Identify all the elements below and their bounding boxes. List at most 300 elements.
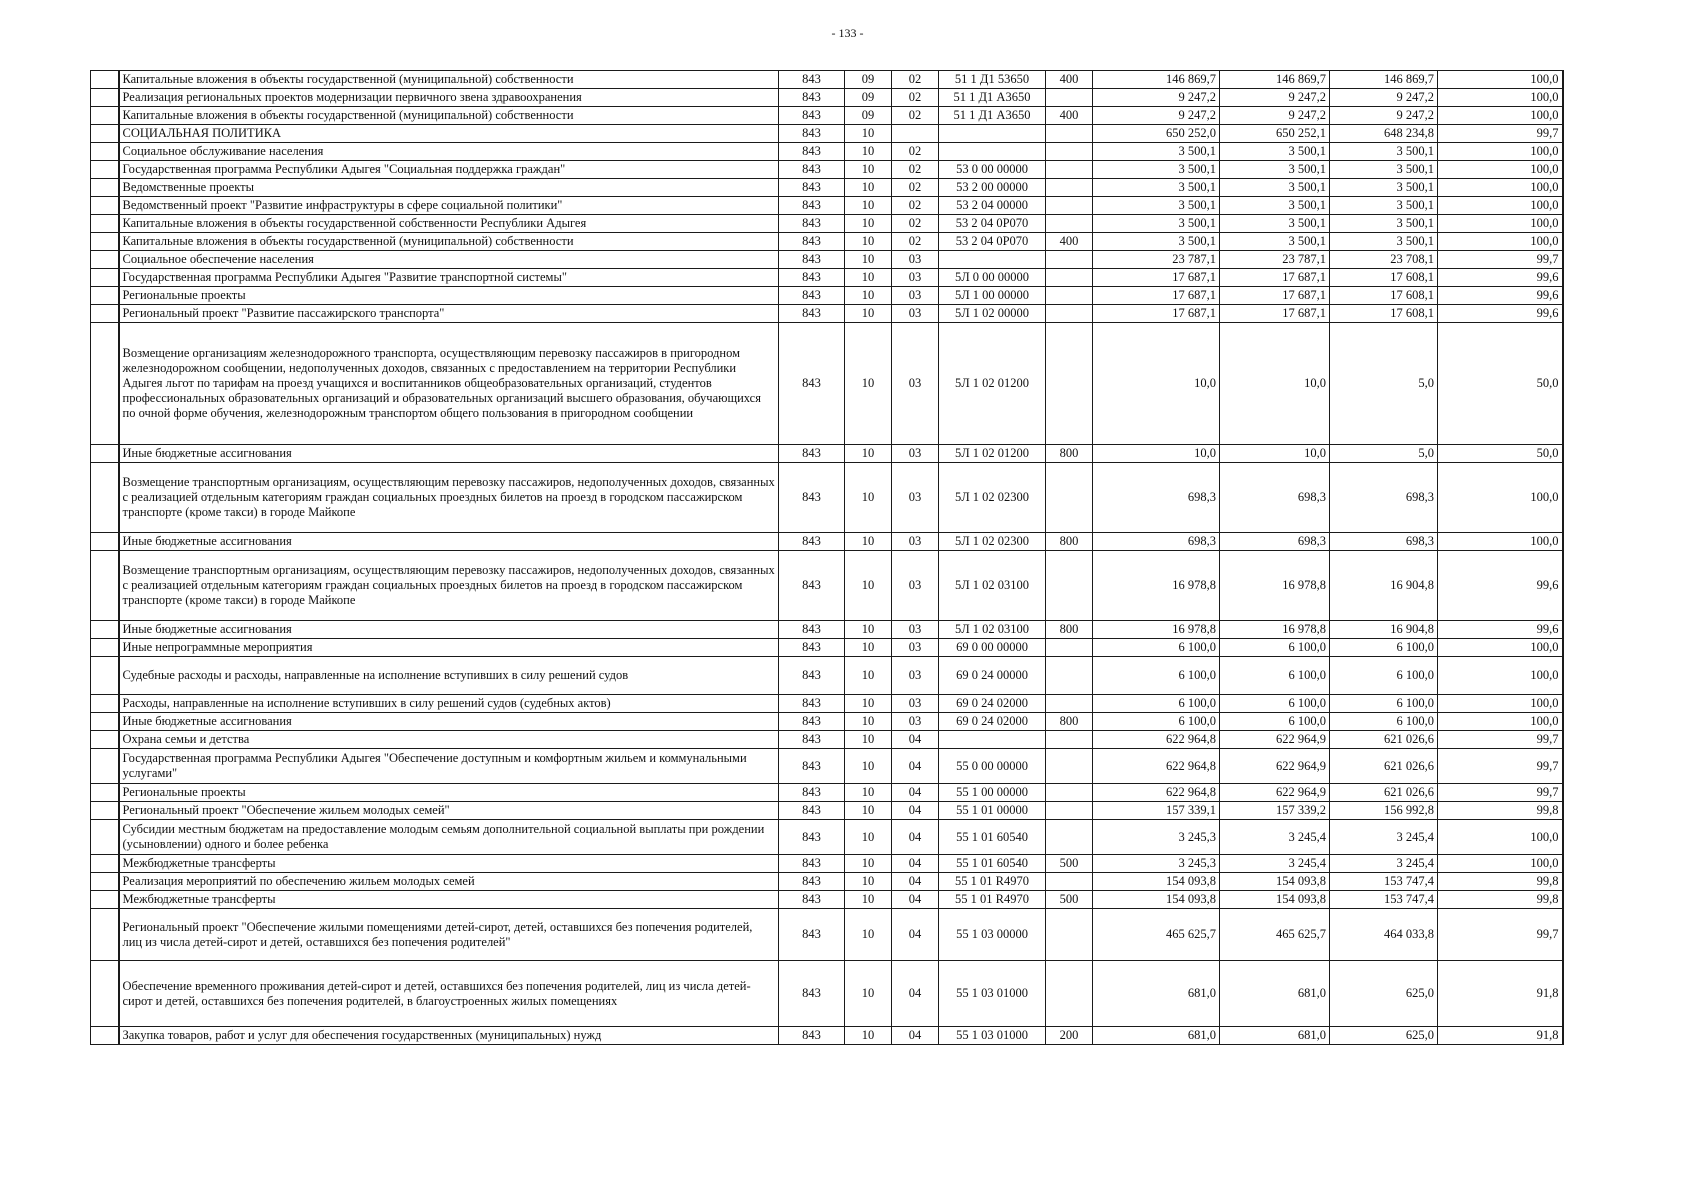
row-approved: 3 500,1 [1093, 233, 1220, 251]
row-marker-cell [91, 551, 119, 621]
row-refined: 3 245,4 [1220, 855, 1330, 873]
row-section-code: 10 [845, 551, 892, 621]
row-target-article: 55 1 03 00000 [939, 909, 1046, 961]
row-marker-cell [91, 1027, 119, 1045]
row-approved: 6 100,0 [1093, 639, 1220, 657]
row-target-article: 53 2 00 00000 [939, 179, 1046, 197]
row-approved: 3 245,3 [1093, 820, 1220, 855]
row-target-article: 51 1 Д1 53650 [939, 71, 1046, 89]
row-subsection-code: 04 [892, 784, 939, 802]
row-ministry-code: 843 [779, 107, 845, 125]
row-expense-type [1046, 909, 1093, 961]
row-refined: 9 247,2 [1220, 89, 1330, 107]
row-subsection-code: 03 [892, 533, 939, 551]
row-target-article: 69 0 24 02000 [939, 695, 1046, 713]
row-refined: 3 500,1 [1220, 197, 1330, 215]
row-subsection-code: 04 [892, 961, 939, 1027]
row-ministry-code: 843 [779, 802, 845, 820]
row-executed: 5,0 [1330, 445, 1438, 463]
row-execution-percent: 100,0 [1438, 695, 1563, 713]
row-section-code: 10 [845, 873, 892, 891]
row-executed: 5,0 [1330, 323, 1438, 445]
row-execution-percent: 100,0 [1438, 233, 1563, 251]
row-expense-type [1046, 197, 1093, 215]
table-row [91, 179, 1563, 197]
row-executed: 648 234,8 [1330, 125, 1438, 143]
row-executed: 3 500,1 [1330, 215, 1438, 233]
row-ministry-code: 843 [779, 713, 845, 731]
row-subsection-code: 03 [892, 713, 939, 731]
table-row [91, 143, 1563, 161]
row-target-article: 5Л 0 00 00000 [939, 269, 1046, 287]
row-marker-cell [91, 305, 119, 323]
row-execution-percent: 50,0 [1438, 445, 1563, 463]
row-marker-cell [91, 463, 119, 533]
row-refined: 146 869,7 [1220, 71, 1330, 89]
table-row [91, 621, 1563, 639]
row-subsection-code: 02 [892, 197, 939, 215]
row-expense-type [1046, 179, 1093, 197]
row-expense-type [1046, 143, 1093, 161]
row-approved: 6 100,0 [1093, 657, 1220, 695]
row-executed: 9 247,2 [1330, 107, 1438, 125]
row-executed: 625,0 [1330, 1027, 1438, 1045]
row-expense-type [1046, 323, 1093, 445]
row-section-code: 10 [845, 179, 892, 197]
row-marker-cell [91, 89, 119, 107]
row-name: Капитальные вложения в объекты государственной (муниципальной) собственности [119, 71, 779, 89]
row-marker-cell [91, 621, 119, 639]
row-marker-cell [91, 445, 119, 463]
row-target-article: 53 0 00 00000 [939, 161, 1046, 179]
row-target-article: 55 1 01 60540 [939, 820, 1046, 855]
row-refined: 3 500,1 [1220, 215, 1330, 233]
row-subsection-code: 03 [892, 551, 939, 621]
row-subsection-code: 03 [892, 621, 939, 639]
row-name: Реализация региональных проектов модернизации первичного звена здравоохранения [119, 89, 779, 107]
row-name: Иные непрограммные мероприятия [119, 639, 779, 657]
row-subsection-code: 03 [892, 657, 939, 695]
row-ministry-code: 843 [779, 463, 845, 533]
row-section-code: 10 [845, 731, 892, 749]
table-row [91, 215, 1563, 233]
row-ministry-code: 843 [779, 749, 845, 784]
row-approved: 622 964,8 [1093, 749, 1220, 784]
row-subsection-code: 03 [892, 463, 939, 533]
row-executed: 17 608,1 [1330, 305, 1438, 323]
row-execution-percent: 99,6 [1438, 621, 1563, 639]
row-subsection-code: 04 [892, 855, 939, 873]
row-executed: 3 245,4 [1330, 820, 1438, 855]
row-ministry-code: 843 [779, 873, 845, 891]
row-execution-percent: 99,7 [1438, 731, 1563, 749]
row-subsection-code: 04 [892, 909, 939, 961]
row-subsection-code: 02 [892, 89, 939, 107]
row-target-article: 55 1 01 R4970 [939, 873, 1046, 891]
row-subsection-code: 02 [892, 107, 939, 125]
row-approved: 6 100,0 [1093, 713, 1220, 731]
row-refined: 16 978,8 [1220, 551, 1330, 621]
table-row [91, 713, 1563, 731]
row-target-article: 69 0 24 02000 [939, 713, 1046, 731]
row-executed: 621 026,6 [1330, 749, 1438, 784]
row-ministry-code: 843 [779, 695, 845, 713]
row-target-article: 55 1 03 01000 [939, 1027, 1046, 1045]
row-section-code: 10 [845, 749, 892, 784]
row-refined: 16 978,8 [1220, 621, 1330, 639]
row-approved: 16 978,8 [1093, 551, 1220, 621]
row-subsection-code: 03 [892, 269, 939, 287]
table-row [91, 287, 1563, 305]
row-execution-percent: 100,0 [1438, 713, 1563, 731]
row-refined: 10,0 [1220, 323, 1330, 445]
row-name: Социальное обеспечение населения [119, 251, 779, 269]
row-marker-cell [91, 961, 119, 1027]
row-name: Межбюджетные трансферты [119, 891, 779, 909]
row-ministry-code: 843 [779, 287, 845, 305]
row-refined: 698,3 [1220, 463, 1330, 533]
row-approved: 157 339,1 [1093, 802, 1220, 820]
row-executed: 16 904,8 [1330, 621, 1438, 639]
row-ministry-code: 843 [779, 961, 845, 1027]
row-section-code: 10 [845, 445, 892, 463]
row-subsection-code: 03 [892, 305, 939, 323]
row-expense-type [1046, 731, 1093, 749]
row-ministry-code: 843 [779, 179, 845, 197]
budget-table [90, 70, 1564, 1045]
row-execution-percent: 99,7 [1438, 784, 1563, 802]
row-subsection-code: 04 [892, 1027, 939, 1045]
row-section-code: 10 [845, 305, 892, 323]
row-name: Региональный проект "Обеспечение жильем молодых семей" [119, 802, 779, 820]
row-executed: 625,0 [1330, 961, 1438, 1027]
row-approved: 146 869,7 [1093, 71, 1220, 89]
row-expense-type: 800 [1046, 621, 1093, 639]
row-execution-percent: 100,0 [1438, 107, 1563, 125]
row-refined: 3 500,1 [1220, 233, 1330, 251]
row-approved: 154 093,8 [1093, 873, 1220, 891]
row-expense-type [1046, 161, 1093, 179]
row-name: Субсидии местным бюджетам на предоставление молодым семьям дополнительной социальной выплаты при рождении (усыновлении) одного и более ребенка [119, 820, 779, 855]
table-row [91, 197, 1563, 215]
row-name: СОЦИАЛЬНАЯ ПОЛИТИКА [119, 125, 779, 143]
row-name: Государственная программа Республики Адыгея "Развитие транспортной системы" [119, 269, 779, 287]
row-execution-percent: 99,7 [1438, 251, 1563, 269]
row-expense-type [1046, 251, 1093, 269]
row-approved: 3 245,3 [1093, 855, 1220, 873]
row-subsection-code: 04 [892, 802, 939, 820]
row-execution-percent: 100,0 [1438, 161, 1563, 179]
row-ministry-code: 843 [779, 125, 845, 143]
row-executed: 3 500,1 [1330, 161, 1438, 179]
row-subsection-code: 04 [892, 820, 939, 855]
row-target-article: 5Л 1 02 03100 [939, 551, 1046, 621]
row-execution-percent: 99,6 [1438, 305, 1563, 323]
table-row [91, 305, 1563, 323]
row-expense-type [1046, 305, 1093, 323]
row-marker-cell [91, 855, 119, 873]
row-target-article: 5Л 1 02 02300 [939, 533, 1046, 551]
row-expense-type [1046, 125, 1093, 143]
row-marker-cell [91, 820, 119, 855]
row-name: Иные бюджетные ассигнования [119, 713, 779, 731]
row-approved: 17 687,1 [1093, 305, 1220, 323]
row-executed: 698,3 [1330, 463, 1438, 533]
row-expense-type: 400 [1046, 71, 1093, 89]
row-expense-type: 500 [1046, 891, 1093, 909]
row-approved: 10,0 [1093, 323, 1220, 445]
row-ministry-code: 843 [779, 251, 845, 269]
row-name: Капитальные вложения в объекты государственной собственности Республики Адыгея [119, 215, 779, 233]
table-row [91, 909, 1563, 961]
row-section-code: 09 [845, 89, 892, 107]
row-refined: 681,0 [1220, 961, 1330, 1027]
table-row [91, 551, 1563, 621]
row-name: Социальное обслуживание населения [119, 143, 779, 161]
row-section-code: 09 [845, 107, 892, 125]
row-section-code: 10 [845, 695, 892, 713]
row-expense-type [1046, 551, 1093, 621]
row-approved: 3 500,1 [1093, 179, 1220, 197]
row-executed: 153 747,4 [1330, 873, 1438, 891]
row-ministry-code: 843 [779, 855, 845, 873]
row-approved: 6 100,0 [1093, 695, 1220, 713]
row-target-article: 53 2 04 00000 [939, 197, 1046, 215]
row-subsection-code: 04 [892, 873, 939, 891]
row-execution-percent: 99,8 [1438, 891, 1563, 909]
row-approved: 154 093,8 [1093, 891, 1220, 909]
row-ministry-code: 843 [779, 551, 845, 621]
row-subsection-code [892, 125, 939, 143]
table-row [91, 784, 1563, 802]
row-name: Закупка товаров, работ и услуг для обеспечения государственных (муниципальных) нужд [119, 1027, 779, 1045]
row-section-code: 10 [845, 161, 892, 179]
row-expense-type: 200 [1046, 1027, 1093, 1045]
row-executed: 3 500,1 [1330, 179, 1438, 197]
row-target-article: 5Л 1 02 01200 [939, 445, 1046, 463]
row-expense-type: 400 [1046, 107, 1093, 125]
row-section-code: 10 [845, 621, 892, 639]
row-name: Возмещение организациям железнодорожного транспорта, осуществляющим перевозку пассажиров в пригородном железнодорожном сообщении, недополученных доходов, связанных с предоставлением на территории Республики Адыгея льгот по тарифам на проезд учащихся и воспитанников общеобразовательных организаций, студентов профессиональных образовательных организаций и образовательных организаций высшего образования, обучающихся по очной форме обучения, железнодорожным транспортом общего пользования в пригородном сообщении [119, 323, 779, 445]
row-refined: 3 500,1 [1220, 161, 1330, 179]
row-section-code: 10 [845, 657, 892, 695]
row-approved: 622 964,8 [1093, 731, 1220, 749]
row-expense-type [1046, 287, 1093, 305]
row-ministry-code: 843 [779, 639, 845, 657]
row-refined: 23 787,1 [1220, 251, 1330, 269]
row-name: Обеспечение временного проживания детей-сирот и детей, оставшихся без попечения родителей, лиц из числа детей-сирот и детей, оставшихся без попечения родителей, в благоустроенных жилых помещениях [119, 961, 779, 1027]
row-ministry-code: 843 [779, 445, 845, 463]
row-approved: 3 500,1 [1093, 161, 1220, 179]
row-approved: 3 500,1 [1093, 143, 1220, 161]
row-section-code: 10 [845, 533, 892, 551]
row-ministry-code: 843 [779, 533, 845, 551]
row-execution-percent: 100,0 [1438, 463, 1563, 533]
row-marker-cell [91, 107, 119, 125]
row-execution-percent: 99,6 [1438, 287, 1563, 305]
table-row [91, 749, 1563, 784]
row-approved: 698,3 [1093, 463, 1220, 533]
row-expense-type [1046, 269, 1093, 287]
row-approved: 3 500,1 [1093, 197, 1220, 215]
table-row [91, 323, 1563, 445]
row-target-article: 55 1 03 01000 [939, 961, 1046, 1027]
row-target-article: 69 0 24 00000 [939, 657, 1046, 695]
row-subsection-code: 03 [892, 695, 939, 713]
row-refined: 622 964,9 [1220, 784, 1330, 802]
row-target-article: 5Л 1 02 03100 [939, 621, 1046, 639]
row-approved: 10,0 [1093, 445, 1220, 463]
row-marker-cell [91, 179, 119, 197]
row-ministry-code: 843 [779, 731, 845, 749]
row-subsection-code: 02 [892, 161, 939, 179]
row-section-code: 10 [845, 233, 892, 251]
row-ministry-code: 843 [779, 909, 845, 961]
table-row [91, 233, 1563, 251]
row-execution-percent: 100,0 [1438, 143, 1563, 161]
row-marker-cell [91, 323, 119, 445]
row-refined: 17 687,1 [1220, 269, 1330, 287]
row-expense-type [1046, 749, 1093, 784]
row-ministry-code: 843 [779, 820, 845, 855]
row-marker-cell [91, 269, 119, 287]
row-executed: 17 608,1 [1330, 287, 1438, 305]
row-execution-percent: 91,8 [1438, 1027, 1563, 1045]
row-subsection-code: 03 [892, 287, 939, 305]
row-execution-percent: 91,8 [1438, 961, 1563, 1027]
row-subsection-code: 02 [892, 215, 939, 233]
row-name: Иные бюджетные ассигнования [119, 621, 779, 639]
row-refined: 10,0 [1220, 445, 1330, 463]
row-execution-percent: 100,0 [1438, 820, 1563, 855]
table-row [91, 445, 1563, 463]
row-section-code: 10 [845, 125, 892, 143]
table-row [91, 802, 1563, 820]
row-expense-type [1046, 873, 1093, 891]
row-subsection-code: 04 [892, 749, 939, 784]
row-marker-cell [91, 251, 119, 269]
row-approved: 16 978,8 [1093, 621, 1220, 639]
table-row [91, 639, 1563, 657]
row-refined: 17 687,1 [1220, 287, 1330, 305]
row-section-code: 10 [845, 287, 892, 305]
row-target-article [939, 125, 1046, 143]
row-marker-cell [91, 657, 119, 695]
row-subsection-code: 03 [892, 323, 939, 445]
row-refined: 154 093,8 [1220, 873, 1330, 891]
row-ministry-code: 843 [779, 215, 845, 233]
row-subsection-code: 03 [892, 639, 939, 657]
row-expense-type: 800 [1046, 533, 1093, 551]
row-executed: 698,3 [1330, 533, 1438, 551]
table-row [91, 1027, 1563, 1045]
row-approved: 622 964,8 [1093, 784, 1220, 802]
row-target-article [939, 731, 1046, 749]
row-expense-type: 400 [1046, 233, 1093, 251]
row-executed: 17 608,1 [1330, 269, 1438, 287]
row-target-article: 55 1 01 60540 [939, 855, 1046, 873]
row-marker-cell [91, 802, 119, 820]
row-refined: 6 100,0 [1220, 639, 1330, 657]
row-section-code: 10 [845, 323, 892, 445]
row-section-code: 09 [845, 71, 892, 89]
row-execution-percent: 99,6 [1438, 269, 1563, 287]
row-section-code: 10 [845, 891, 892, 909]
row-subsection-code: 03 [892, 445, 939, 463]
row-approved: 3 500,1 [1093, 215, 1220, 233]
row-approved: 23 787,1 [1093, 251, 1220, 269]
row-subsection-code: 04 [892, 891, 939, 909]
row-section-code: 10 [845, 1027, 892, 1045]
row-target-article: 69 0 00 00000 [939, 639, 1046, 657]
table-row [91, 89, 1563, 107]
row-marker-cell [91, 143, 119, 161]
row-name: Ведомственный проект "Развитие инфраструктуры в сфере социальной политики" [119, 197, 779, 215]
row-ministry-code: 843 [779, 305, 845, 323]
row-refined: 622 964,9 [1220, 731, 1330, 749]
row-expense-type [1046, 784, 1093, 802]
row-marker-cell [91, 891, 119, 909]
row-refined: 17 687,1 [1220, 305, 1330, 323]
row-name: Региональные проекты [119, 287, 779, 305]
row-executed: 16 904,8 [1330, 551, 1438, 621]
row-target-article [939, 251, 1046, 269]
row-subsection-code: 03 [892, 251, 939, 269]
row-expense-type [1046, 961, 1093, 1027]
row-target-article: 55 0 00 00000 [939, 749, 1046, 784]
row-target-article: 53 2 04 0Р070 [939, 233, 1046, 251]
row-name: Реализация мероприятий по обеспечению жильем молодых семей [119, 873, 779, 891]
table-row [91, 820, 1563, 855]
row-ministry-code: 843 [779, 143, 845, 161]
row-name: Возмещение транспортным организациям, осуществляющим перевозку пассажиров, недополученных доходов, связанных с реализацией отдельным категориям граждан социальных проездных билетов на проезд в городском пассажирском транспорте (кроме такси) в городе Майкопе [119, 551, 779, 621]
row-refined: 6 100,0 [1220, 695, 1330, 713]
row-marker-cell [91, 287, 119, 305]
table-row [91, 533, 1563, 551]
row-expense-type [1046, 802, 1093, 820]
row-executed: 464 033,8 [1330, 909, 1438, 961]
row-marker-cell [91, 639, 119, 657]
row-marker-cell [91, 749, 119, 784]
row-approved: 17 687,1 [1093, 287, 1220, 305]
row-execution-percent: 99,8 [1438, 873, 1563, 891]
row-approved: 681,0 [1093, 1027, 1220, 1045]
row-refined: 3 245,4 [1220, 820, 1330, 855]
row-ministry-code: 843 [779, 891, 845, 909]
row-execution-percent: 100,0 [1438, 89, 1563, 107]
row-name: Межбюджетные трансферты [119, 855, 779, 873]
row-name: Расходы, направленные на исполнение вступивших в силу решений судов (судебных актов) [119, 695, 779, 713]
row-refined: 3 500,1 [1220, 179, 1330, 197]
row-section-code: 10 [845, 143, 892, 161]
row-refined: 3 500,1 [1220, 143, 1330, 161]
page-number: - 133 - [831, 26, 864, 40]
table-row [91, 695, 1563, 713]
row-expense-type [1046, 463, 1093, 533]
row-section-code: 10 [845, 639, 892, 657]
row-ministry-code: 843 [779, 784, 845, 802]
row-refined: 9 247,2 [1220, 107, 1330, 125]
row-execution-percent: 100,0 [1438, 639, 1563, 657]
row-executed: 156 992,8 [1330, 802, 1438, 820]
row-marker-cell [91, 71, 119, 89]
row-section-code: 10 [845, 855, 892, 873]
row-expense-type [1046, 639, 1093, 657]
row-execution-percent: 100,0 [1438, 855, 1563, 873]
row-execution-percent: 100,0 [1438, 197, 1563, 215]
row-refined: 622 964,9 [1220, 749, 1330, 784]
row-name: Региональный проект "Развитие пассажирского транспорта" [119, 305, 779, 323]
